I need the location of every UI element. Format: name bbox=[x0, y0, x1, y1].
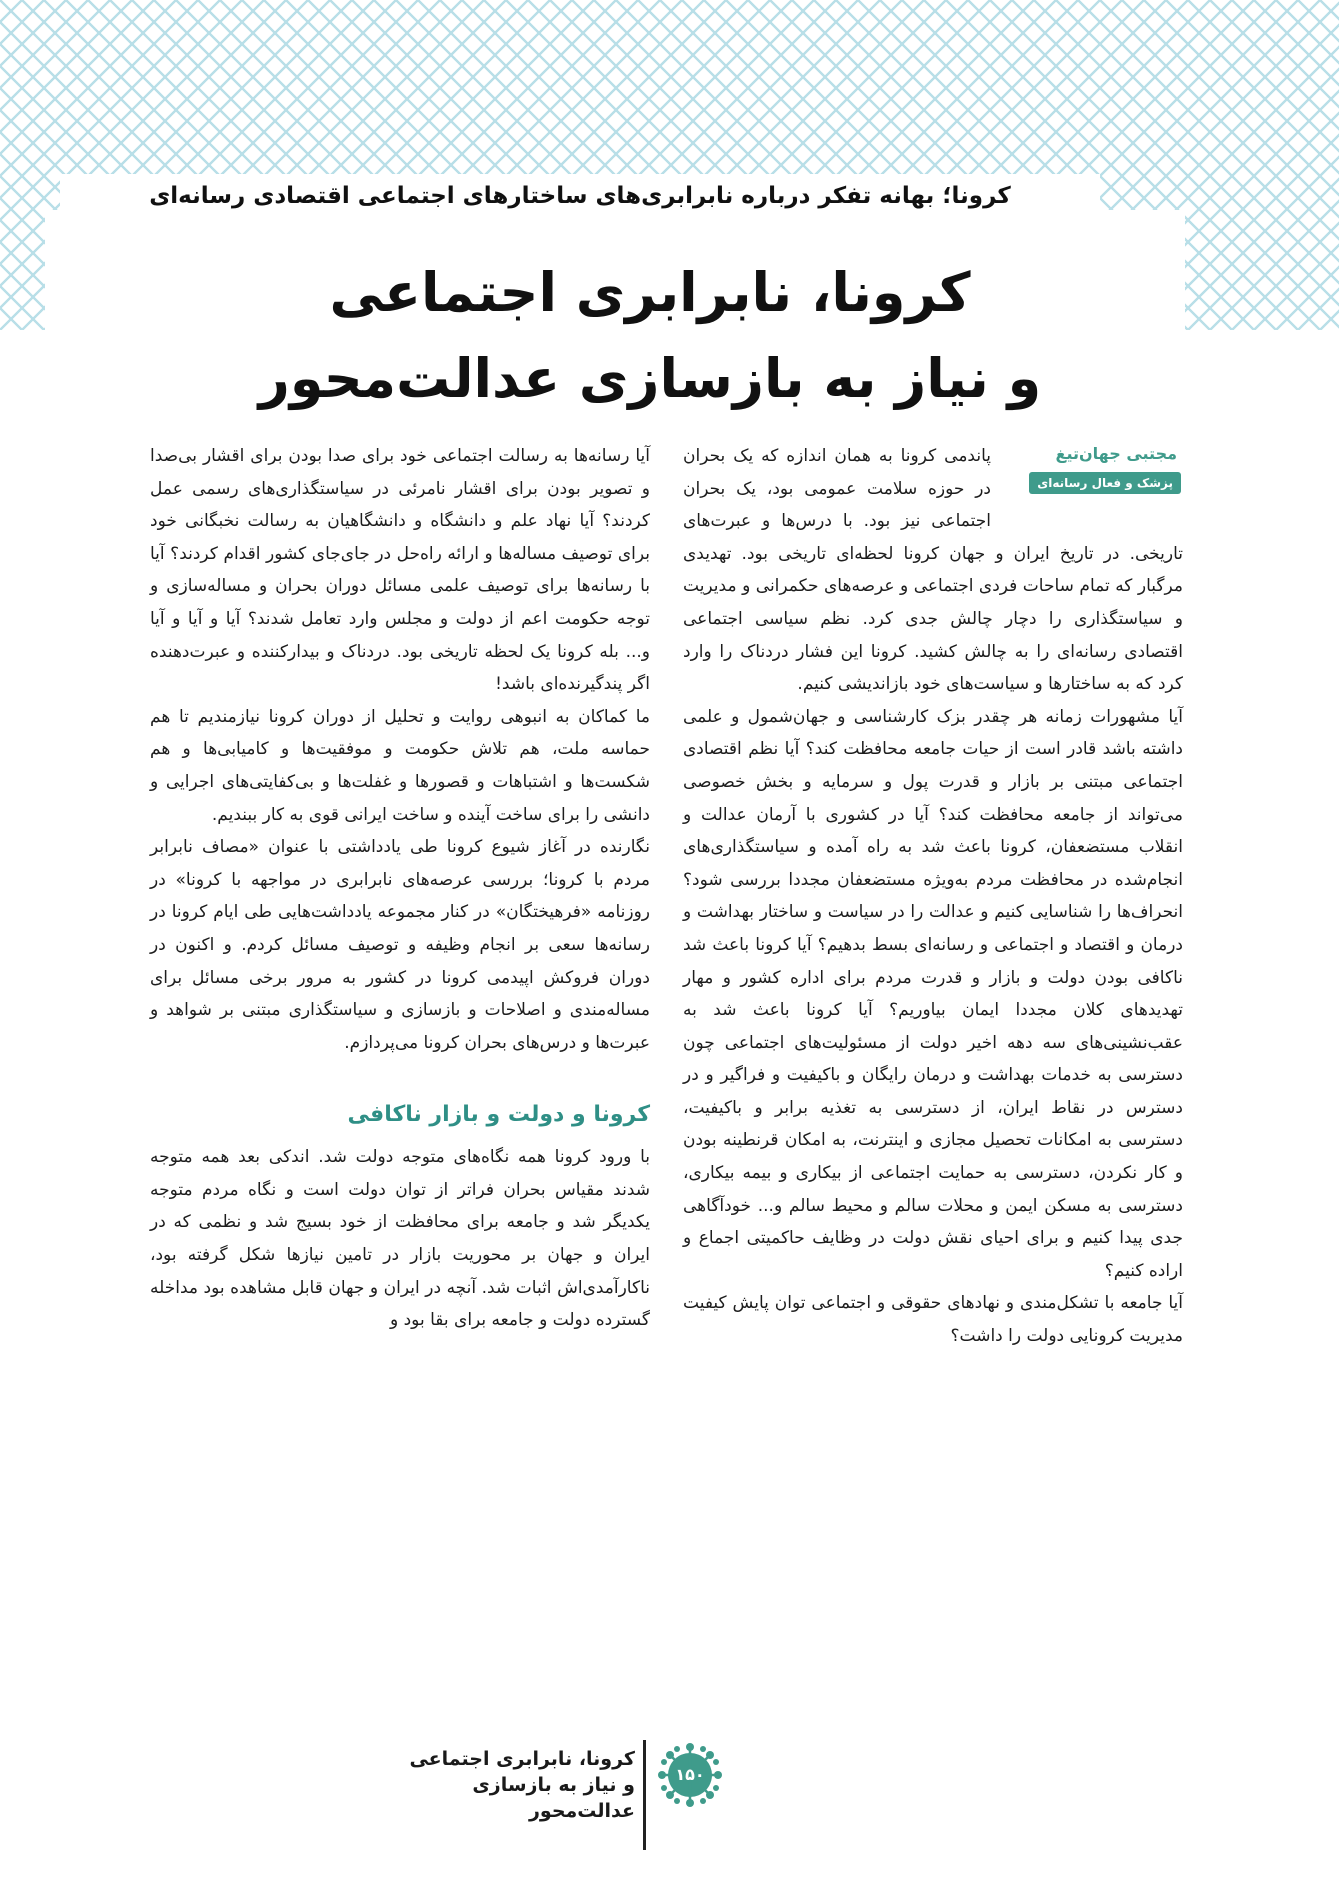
footer-title-line2: و نیاز به بازسازی عدالت‌محور bbox=[472, 1774, 635, 1822]
page-number: ۱۵۰ bbox=[675, 1765, 705, 1784]
paragraph: پاندمی کرونا به همان اندازه که یک بحران در حوزه سلامت عمومی بود، یک بحران اجتماعی نیز بود. با درس‌ها و عبرت‌های تاریخی. در تاریخ ایران و جهان کرونا لحظه‌ای تاریخی بود. تهدیدی مرگبار که تمام ساحات فردی اجتماعی و عرصه‌های حکمرانی و مدیریت و سیاستگذاری را دچار چالش جدی کرد. نظم سیاسی اجتماعی اقتصادی رسانه‌ای را به چالش کشید. کرونا این فشار دردناک را وارد کرد که به ساختارها و سیاست‌های خود بازاندیشی کنیم. bbox=[683, 446, 1183, 695]
paragraph: نگارنده در آغاز شیوع کرونا طی یادداشتی با عنوان «مصاف نابرابر مردم با کرونا؛ بررسی عرصه‌های نابرابری در مواجهه با کرونا» در روزنامه «فرهیختگان» در کنار مجموعه یادداشت‌هایی طی ایام کرونا در رسانه‌ها سعی بر انجام وظیفه و توصیف مسائل کردم. و اکنون در دوران فروکش اپیدمی کرونا در کشور به مرور برخی مسائل برای مساله‌مندی و اصلاحات و بازسازی و سیاستگذاری مبتنی بر شواهد و عبرت‌ها و درس‌های بحران کرونا می‌پردازم. bbox=[150, 837, 650, 1053]
right-column bbox=[683, 440, 1183, 1353]
kicker-heading: کرونا؛ بهانه تفکر درباره نابرابری‌های ساختارهای اجتماعی اقتصادی رسانه‌ای bbox=[60, 174, 1100, 218]
paragraph: ما کماکان به انبوهی روایت و تحلیل از دوران کرونا نیازمندیم تا هم حماسه ملت، هم تلاش حکومت و موفقیت‌ها و کامیابی‌ها و هم شکست‌ها و اشتباهات و قصورها و غفلت‌ها و بی‌کفایتی‌های اجرایی و دانشی را برای ساخت آینده و ساخت ایرانی قوی به کار ببندیم. bbox=[150, 706, 650, 825]
article-title-line1: کرونا، نابرابری اجتماعی bbox=[329, 261, 971, 324]
author-box bbox=[1001, 440, 1183, 520]
author-role-badge: پزشک و فعال رسانه‌ای bbox=[1029, 472, 1181, 494]
footer-title bbox=[395, 1746, 635, 1824]
footer-title-line1: کرونا، نابرابری اجتماعی bbox=[409, 1748, 635, 1770]
left-column bbox=[150, 440, 650, 1337]
paragraph: با ورود کرونا همه نگاه‌های متوجه دولت شد. اندکی بعد همه متوجه شدند مقیاس بحران فراتر از توان دولت است و نگاه مردم متوجه یکدیگر شد و جامعه برای محافظت از خود بسیج شد و نظمی که در ایران و جهان بر محوریت بازار در تامین نیازها شکل گرفته بود، ناکارآمدی‌اش اثبات شد. آنچه در ایران و جهان قابل مشاهده بود مداخله گسترده دولت و جامعه برای بقا بود و bbox=[150, 1147, 650, 1331]
page-number-badge bbox=[657, 1742, 723, 1808]
paragraph: آیا جامعه با تشکل‌مندی و نهادهای حقوقی و اجتماعی توان پایش کیفیت مدیریت کرونایی دولت را داشت؟ bbox=[683, 1293, 1183, 1347]
article-title-line2: و نیاز به بازسازی عدالت‌محور bbox=[258, 347, 1042, 410]
author-name: مجتبی جهان‌تیغ bbox=[1055, 444, 1177, 463]
article-title bbox=[200, 250, 1100, 422]
footer-divider bbox=[643, 1740, 646, 1850]
page-footer bbox=[395, 1740, 755, 1850]
paragraph: آیا رسانه‌ها به رسالت اجتماعی خود برای صدا بودن برای اقشار بی‌صدا و تصویر بودن برای اقشار نامرئی در سیاستگذاری‌های رسمی عمل کردند؟ آیا نهاد علم و دانشگاه و دانشگاهیان به رسالت نخبگانی خود برای توصیف مساله‌ها و ارائه راه‌حل در جای‌جای کشور اقدام کردند؟ آیا با رسانه‌ها برای توصیف علمی مسائل دوران بحران و مساله‌سازی و توجه حکومت اعم از دولت و مجلس وارد تعامل شدند؟ آیا و آیا و آیا و... بله کرونا یک لحظه تاریخی بود. دردناک و بیدارکننده و عبرت‌دهنده اگر پندگیرنده‌ای باشد! bbox=[150, 446, 650, 695]
section-subheading: کرونا و دولت و بازار ناکافی bbox=[347, 1102, 650, 1128]
paragraph: آیا مشهورات زمانه هر چقدر بزک کارشناسی و جهان‌شمول و علمی داشته باشد قادر است از حیات جامعه محافظت کند؟ آیا نظم اقتصادی اجتماعی مبتنی بر بازار و قدرت پول و سرمایه و بخش خصوصی می‌تواند از جامعه محافظت کند؟ آیا در کشوری با آرمان عدالت و انقلاب مستضعفان، کرونا باعث شد به راه آمده و سیاستگذاری‌های انجام‌شده در محافظت مردم به‌ویژه مستضعفان مجددا بررسی شود؟ انحراف‌ها را شناسایی کنیم و عدالت را در سیاست و ساختار بهداشت و درمان و اقتصاد و اجتماعی و رسانه‌ای بسط بدهیم؟ آیا کرونا باعث شد ناکافی بودن دولت و بازار و قدرت مردم برای اداره کشور و مهار تهدیدهای کلان مجددا ایمان بیاوریم؟ آیا کرونا باعث شد به عقب‌نشینی‌های سه دهه اخیر دولت از مسئولیت‌های اجتماعی چون دسترسی به خدمات بهداشت و درمان رایگان و باکیفیت و فراگیر و در دسترس در نقاط ایران، از دسترسی به تغذیه برابر و باکیفیت، دسترسی به امکانات تحصیل مجازی و اینترنت، به امکان قرنطینه بودن و کار نکردن، دسترسی به حمایت اجتماعی از بیکاری و بیمه بیکاری، دسترسی به مسکن ایمن و محلات سالم و محیط سالم و... خودآگاهی جدی پیدا کنیم و برای احیای نقش دولت در وظایف حاکمیتی اجماع و اراده کنیم؟ bbox=[683, 706, 1183, 1281]
